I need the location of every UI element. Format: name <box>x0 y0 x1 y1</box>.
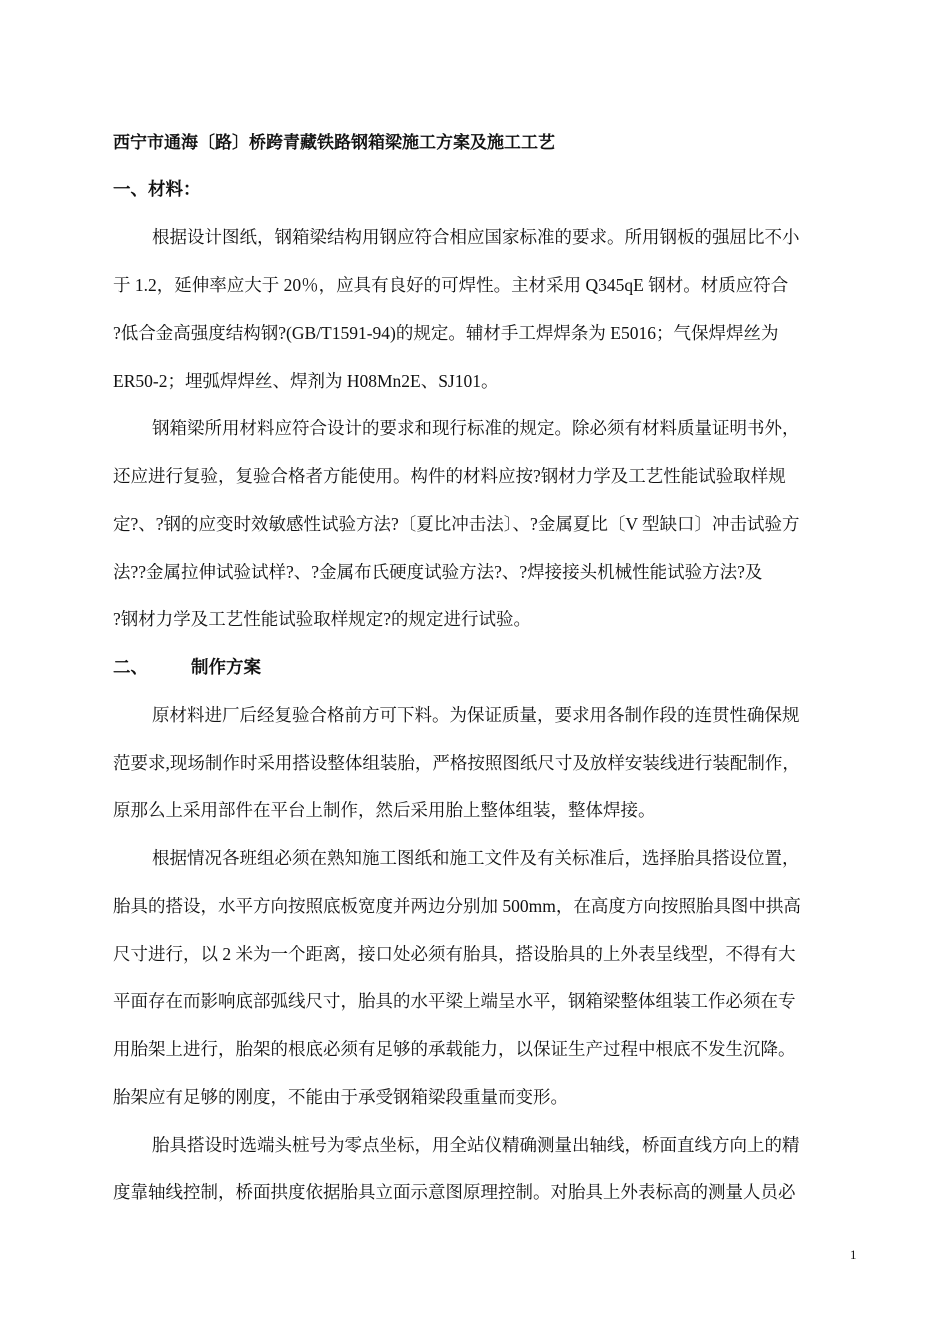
paragraph-line: 范要求,现场制作时采用搭设整体组装胎，严格按照图纸尺寸及放样安装线进行装配制作， <box>113 753 800 773</box>
paragraph-line: 度靠轴线控制，桥面拱度依据胎具立面示意图原理控制。对胎具上外表标高的测量人员必 <box>113 1182 796 1202</box>
paragraph-line: 根据情况各班组必须在熟知施工图纸和施工文件及有关标准后，选择胎具搭设位置， <box>152 848 800 868</box>
section-heading-fabrication: 制作方案 <box>191 657 261 677</box>
paragraph-line: 还应进行复验，复验合格者方能使用。构件的材料应按?钢材力学及工艺性能试验取样规 <box>113 466 786 486</box>
document-title: 西宁市通海〔路〕桥跨青藏铁路钢箱梁施工方案及施工工艺 <box>113 133 555 152</box>
paragraph-line: 定?、?钢的应变时效敏感性试验方法?〔夏比冲击法〕、?金属夏比〔V 型缺口〕冲击试验方 <box>113 514 800 534</box>
paragraph-line: ?钢材力学及工艺性能试验取样规定?的规定进行试验。 <box>113 609 532 629</box>
page-number: 1 <box>850 1247 857 1262</box>
paragraph-line: 胎架应有足够的刚度，不能由于承受钢箱梁段重量而变形。 <box>113 1087 568 1107</box>
paragraph-line: 根据设计图纸，钢箱梁结构用钢应符合相应国家标准的要求。所用钢板的强屈比不小 <box>152 227 800 247</box>
paragraph-line: ?低合金高强度结构钢?(GB/T1591-94)的规定。辅材手工焊焊条为 E5016；气保焊焊丝为 <box>113 323 779 343</box>
paragraph-line: 胎具搭设时选端头桩号为零点坐标，用全站仪精确测量出轴线，桥面直线方向上的精 <box>152 1135 800 1155</box>
paragraph-line: 于 1.2，延伸率应大于 20％，应具有良好的可焊性。主材采用 Q345qE 钢材。材质应符合 <box>113 275 789 295</box>
paragraph-line: 用胎架上进行，胎架的根底必须有足够的承载能力，以保证生产过程中根底不发生沉降。 <box>113 1039 796 1059</box>
section-number: 二、 <box>113 657 148 677</box>
paragraph-line: 平面存在而影响底部弧线尺寸，胎具的水平梁上端呈水平，钢箱梁整体组装工作必须在专 <box>113 991 796 1011</box>
section-heading-materials: 一、材料： <box>113 179 201 199</box>
paragraph-line: 原材料进厂后经复验合格前方可下料。为保证质量，要求用各制作段的连贯性确保规 <box>152 705 800 725</box>
paragraph-line: 胎具的搭设，水平方向按照底板宽度并两边分别加 500mm，在高度方向按照胎具图中拱高 <box>113 896 801 916</box>
paragraph-line: 钢箱梁所用材料应符合设计的要求和现行标准的规定。除必须有材料质量证明书外， <box>152 418 800 438</box>
paragraph-line: ER50-2；埋弧焊焊丝、焊剂为 H08Mn2E、SJ101。 <box>113 371 499 391</box>
paragraph-line: 法??金属拉伸试验试样?、?金属布氏硬度试验方法?、?焊接接头机械性能试验方法?及 <box>113 562 763 582</box>
paragraph-line: 尺寸进行，以 2 米为一个距离，接口处必须有胎具，搭设胎具的上外表呈线型，不得有大 <box>113 944 796 964</box>
paragraph-line: 原那么上采用部件在平台上制作，然后采用胎上整体组装，整体焊接。 <box>113 800 656 820</box>
